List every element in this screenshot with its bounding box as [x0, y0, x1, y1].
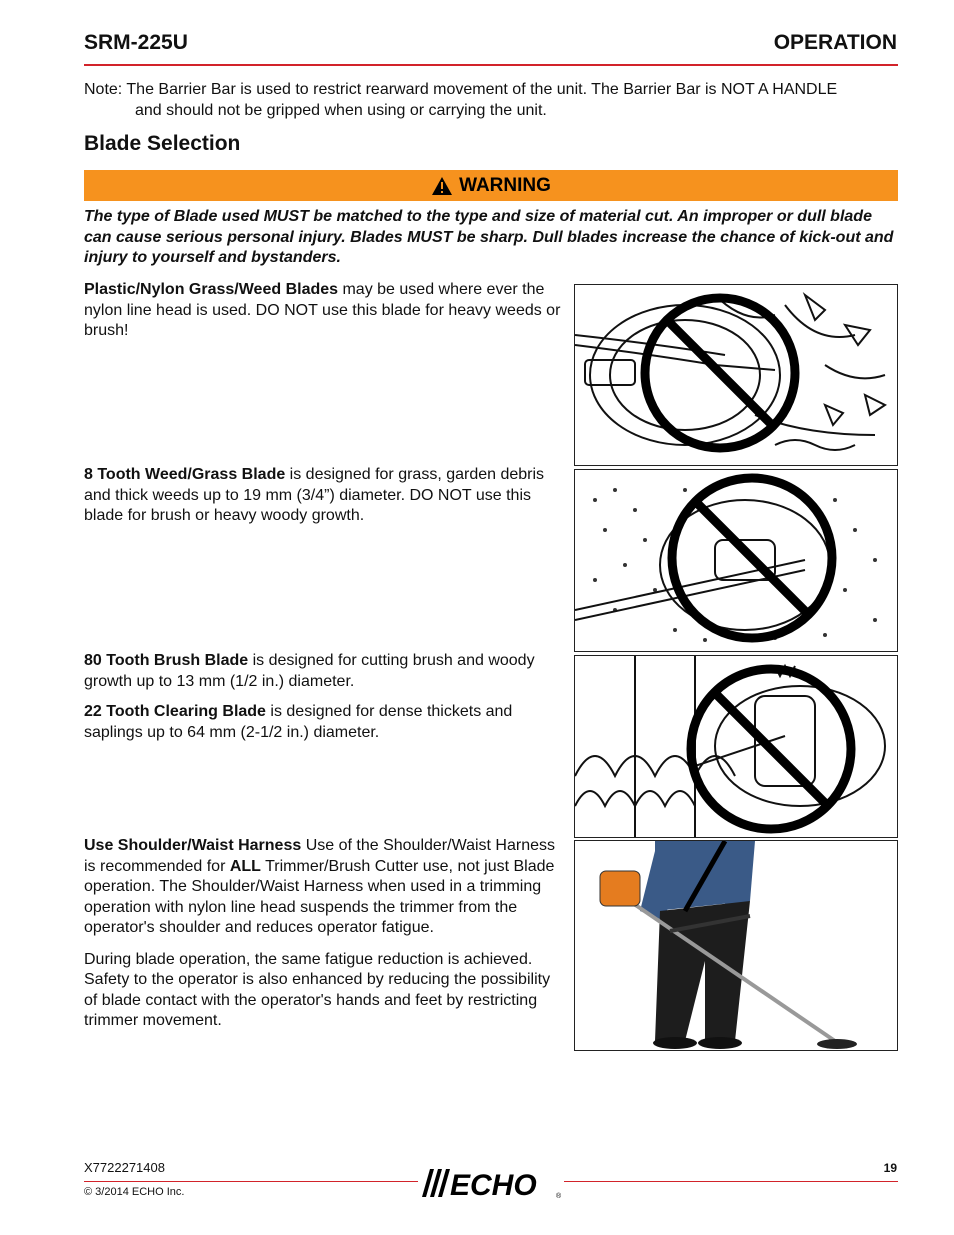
harness-title: Use Shoulder/Waist Harness [84, 837, 302, 854]
blade-title: 80 Tooth Brush Blade [84, 652, 249, 669]
header-section: OPERATION [773, 31, 897, 54]
prohibition-icon [672, 478, 832, 638]
blade-title: 22 Tooth Clearing Blade [84, 703, 266, 720]
blade-text: may be used where ever the nylon line head is used. DO NOT use this blade for heavy weeds or brush! [84, 281, 561, 339]
illustration-harness-operator [575, 841, 897, 1050]
note-line-1: Note: The Barrier Bar is used to restrict rearward movement of the unit. The Barrier Bar is NOT A HANDLE [84, 81, 838, 98]
blade-description-8-tooth [84, 465, 566, 527]
blade-description-plastic [84, 280, 566, 342]
warning-label: WARNING [459, 174, 551, 196]
warning-text: The type of Blade used MUST be matched to the type and size of material cut. An improper or dull blade can cause serious personal injury. Blades MUST be sharp. Dull blades increase the chance of kick-out and injury to yourself and bystanders. [84, 208, 894, 266]
harness-all: ALL [229, 857, 261, 875]
figure-nylon-blade [574, 284, 898, 466]
illustration-nylon-blade [575, 285, 897, 465]
harness-paragraph-2: During blade operation, the same fatigue reduction is achieved. Safety to the operator is also enhanced by reducing the possibility of blade contact with the operator's hands and feet by restricting trimmer movement. [84, 950, 551, 1029]
figure-brush-blade [574, 655, 898, 838]
warning-banner [84, 170, 898, 201]
blade-text: is designed for grass, garden debris and thick weeds up to 19 mm (3/4”) diameter. DO NOT use this blade for brush or heavy woody growth. [84, 466, 545, 524]
harness-text-a: Use of the Shoulder/Waist Harness is recommended for [84, 837, 555, 875]
note-paragraph [84, 79, 900, 121]
prohibition-icon [645, 298, 795, 448]
figure-harness-operator [574, 840, 898, 1051]
figure-8-tooth-blade [574, 469, 898, 652]
blade-description-22-tooth [84, 702, 566, 743]
logo-text: ECHO [450, 1169, 537, 1201]
harness-text-b: Trimmer/Brush Cutter use, not just Blade operation. The Shoulder/Waist Harness when used in a trimming operation with nylon line head suspends the trimmer from the operator's shoulder and reduces operator fatigue. [84, 857, 555, 936]
blade-text: is designed for cutting brush and woody growth up to 13 mm (1/2 in.) diameter. [84, 652, 535, 690]
harness-description [84, 836, 566, 1032]
blade-text: is designed for dense thickets and saplings up to 64 mm (2-1/2 in.) diameter. [84, 703, 513, 741]
warning-triangle-icon [431, 176, 453, 196]
echo-logo-graphic [418, 1165, 564, 1201]
blade-title: 8 Tooth Weed/Grass Blade [84, 466, 286, 483]
svg-text:®: ® [556, 1193, 562, 1200]
section-title: Blade Selection [84, 132, 241, 155]
header-model: SRM-225U [84, 31, 188, 54]
echo-logo [418, 1165, 564, 1206]
illustration-brush-blade [575, 656, 897, 837]
footer-part-number: X7722271408 [84, 1160, 165, 1175]
blade-description-80-tooth [84, 651, 566, 743]
note-line-2: and should not be gripped when using or carrying the unit. [135, 102, 547, 119]
illustration-8-tooth-blade [575, 470, 897, 651]
page-number: 19 [883, 1161, 897, 1175]
header-rule [84, 64, 898, 66]
footer-copyright: © 3/2014 ECHO Inc. [84, 1186, 185, 1198]
blade-title: Plastic/Nylon Grass/Weed Blades [84, 281, 339, 298]
